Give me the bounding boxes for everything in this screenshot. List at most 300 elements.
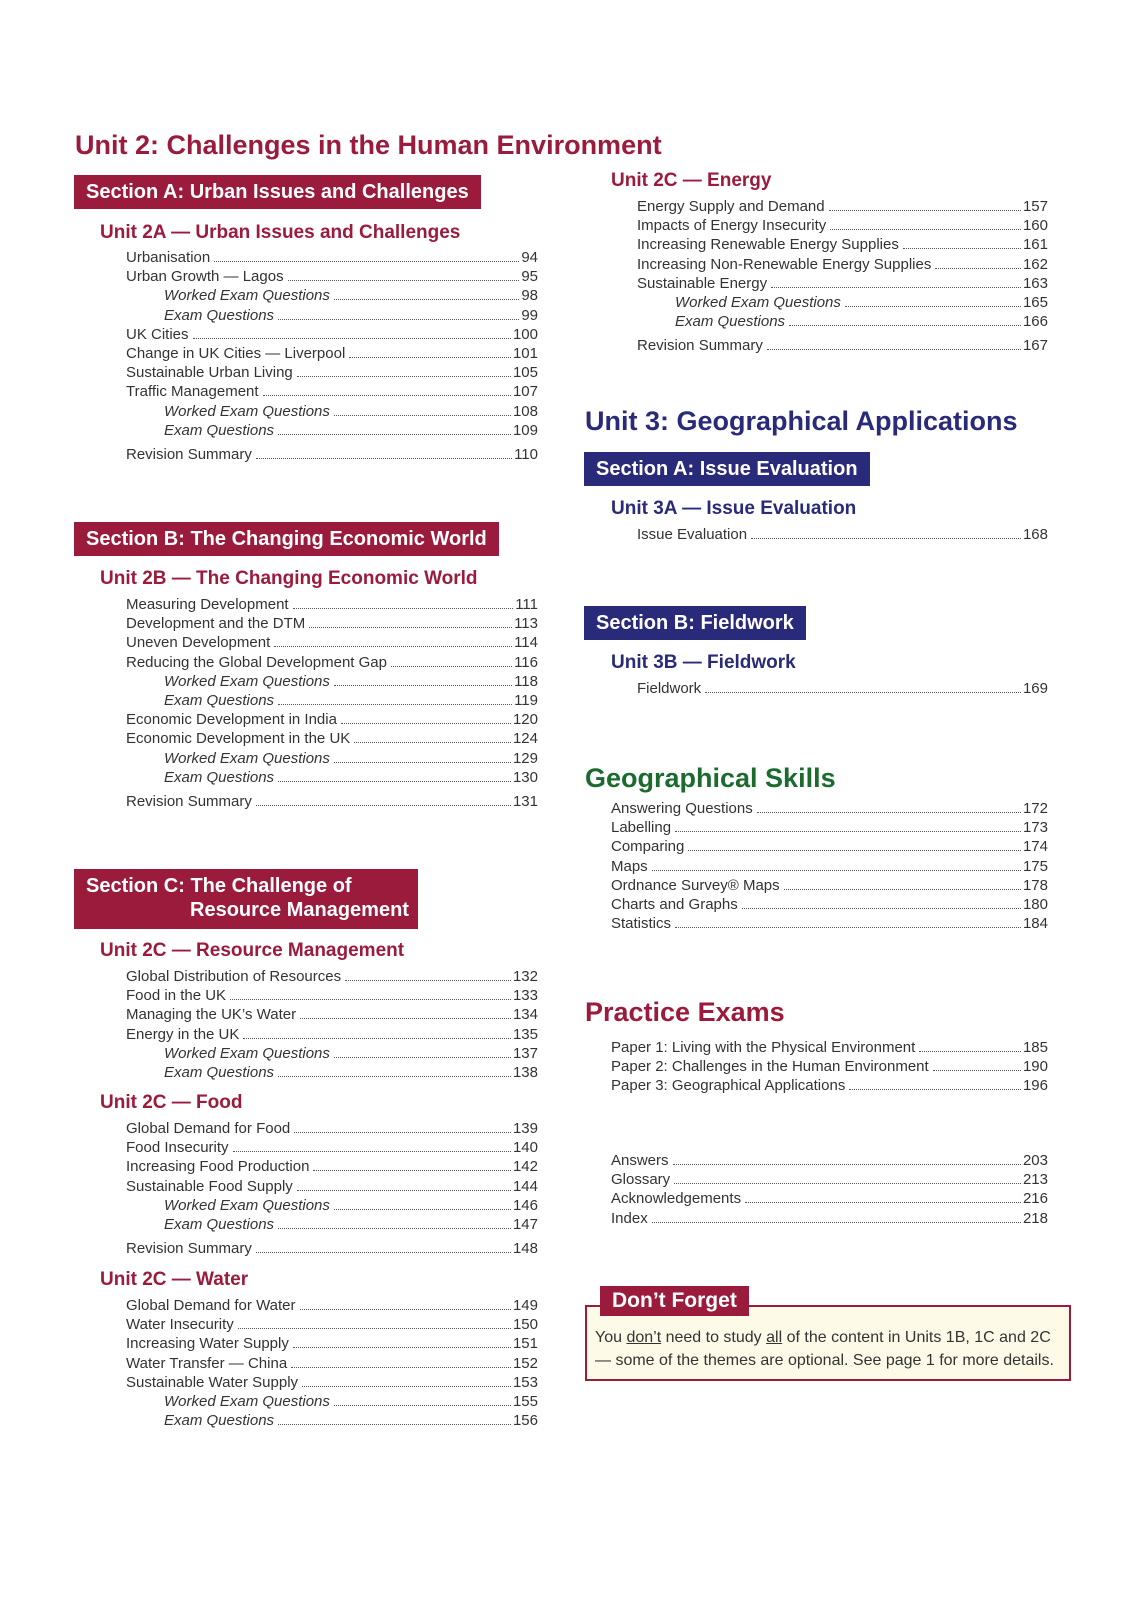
toc-entry-label: Exam Questions bbox=[164, 306, 275, 324]
dot-leader bbox=[705, 692, 1021, 693]
toc-entry-page: 161 bbox=[1022, 236, 1048, 254]
toc-entry-label: Worked Exam Questions bbox=[164, 1392, 330, 1410]
toc-entry-label: Sustainable Water Supply bbox=[126, 1373, 299, 1391]
dot-leader bbox=[341, 723, 511, 724]
dot-leader bbox=[293, 608, 514, 609]
dot-leader bbox=[829, 210, 1021, 211]
dot-leader bbox=[274, 646, 512, 647]
toc-entry-page: 169 bbox=[1022, 680, 1048, 697]
dot-leader bbox=[345, 980, 511, 981]
toc-entry-label: Reducing the Global Development Gap bbox=[126, 653, 387, 671]
toc-entry-label: Measuring Development bbox=[126, 596, 289, 613]
toc-entry-page: 218 bbox=[1022, 1209, 1048, 1227]
toc-entry bbox=[126, 1354, 538, 1373]
toc-entry-page: 100 bbox=[512, 325, 538, 343]
dot-leader bbox=[278, 434, 511, 435]
unit-2b-title: Unit 2B — The Changing Economic World bbox=[100, 568, 478, 589]
dont-forget-text bbox=[595, 1326, 1065, 1372]
toc-entry-page: 120 bbox=[512, 711, 538, 729]
toc-entry-label: Sustainable Urban Living bbox=[126, 364, 293, 382]
dot-leader bbox=[278, 1228, 511, 1229]
dot-leader bbox=[334, 685, 512, 686]
dot-leader bbox=[675, 927, 1021, 928]
toc-entry-page: 180 bbox=[1022, 895, 1048, 913]
dot-leader bbox=[300, 1018, 511, 1019]
toc-entry bbox=[126, 710, 538, 729]
toc-entry-page: 178 bbox=[1022, 876, 1048, 894]
toc-entry-page: 150 bbox=[512, 1316, 538, 1334]
toc-entry-label: Sustainable Energy bbox=[637, 274, 768, 292]
unit-2-title: Unit 2: Challenges in the Human Environment bbox=[75, 130, 662, 160]
toc-entry-label: Paper 2: Challenges in the Human Environment bbox=[611, 1058, 929, 1076]
toc-entry-label: Glossary bbox=[611, 1171, 671, 1189]
toc-entry bbox=[637, 525, 1048, 544]
toc-entry bbox=[126, 1239, 538, 1258]
toc-entry bbox=[126, 792, 538, 811]
toc-entry-page: 140 bbox=[512, 1139, 538, 1157]
toc-entry bbox=[126, 749, 538, 768]
toc-entry-page: 129 bbox=[512, 749, 538, 767]
back-matter-entries bbox=[611, 1151, 1048, 1228]
toc-entry-label: Maps bbox=[611, 857, 648, 875]
toc-entry-page: 168 bbox=[1022, 526, 1048, 543]
dot-leader bbox=[903, 248, 1021, 249]
toc-entry-label: Exam Questions bbox=[164, 1215, 275, 1233]
dot-leader bbox=[757, 812, 1021, 813]
toc-entry bbox=[126, 653, 538, 672]
toc-entry-page: 142 bbox=[512, 1158, 538, 1176]
unit-3-title: Unit 3: Geographical Applications bbox=[585, 406, 1018, 436]
toc-entry-page: 172 bbox=[1022, 800, 1048, 817]
dot-leader bbox=[278, 704, 512, 705]
toc-entry bbox=[126, 248, 538, 267]
toc-entry-label: Revision Summary bbox=[637, 337, 763, 355]
toc-entry bbox=[126, 672, 538, 691]
dot-leader bbox=[256, 805, 511, 806]
unit-2c-energy-entries bbox=[637, 197, 1048, 356]
toc-entry bbox=[126, 1157, 538, 1176]
toc-entry-page: 156 bbox=[512, 1412, 538, 1430]
toc-entry-label: Increasing Water Supply bbox=[126, 1335, 289, 1353]
toc-entry-label: Urbanisation bbox=[126, 249, 211, 266]
toc-entry bbox=[126, 1063, 538, 1082]
dot-leader bbox=[230, 999, 511, 1000]
toc-entry-page: 133 bbox=[512, 987, 538, 1005]
dot-leader bbox=[935, 268, 1021, 269]
toc-entry bbox=[611, 818, 1048, 837]
toc-entry-page: 144 bbox=[512, 1177, 538, 1195]
toc-entry-page: 124 bbox=[512, 730, 538, 748]
toc-entry-label: Urban Growth — Lagos bbox=[126, 268, 284, 286]
toc-entry-label: Change in UK Cities — Liverpool bbox=[126, 344, 346, 362]
toc-entry-page: 113 bbox=[514, 615, 538, 633]
toc-entry-label: Statistics bbox=[611, 915, 672, 933]
dot-leader bbox=[849, 1089, 1021, 1090]
toc-entry-page: 167 bbox=[1022, 337, 1048, 355]
toc-entry-page: 196 bbox=[1022, 1077, 1048, 1095]
dot-leader bbox=[278, 1424, 511, 1425]
unit-2c-resource-title: Unit 2C — Resource Management bbox=[100, 940, 405, 961]
toc-entry bbox=[611, 1057, 1048, 1076]
toc-entry bbox=[126, 421, 538, 440]
toc-entry-page: 148 bbox=[512, 1240, 538, 1258]
toc-entry-page: 135 bbox=[512, 1025, 538, 1043]
toc-entry-label: Answering Questions bbox=[611, 800, 753, 817]
dot-leader bbox=[652, 870, 1021, 871]
dot-leader bbox=[263, 395, 511, 396]
dont-forget-title: Don’t Forget bbox=[600, 1286, 749, 1316]
toc-entry bbox=[126, 633, 538, 652]
dot-leader bbox=[309, 627, 512, 628]
toc-entry bbox=[126, 614, 538, 633]
dot-leader bbox=[688, 850, 1021, 851]
dot-leader bbox=[751, 538, 1021, 539]
toc-entry bbox=[126, 729, 538, 748]
toc-entry-label: Food Insecurity bbox=[126, 1139, 229, 1157]
toc-entry bbox=[126, 1296, 538, 1315]
toc-entry bbox=[126, 1196, 538, 1215]
toc-entry-page: 163 bbox=[1022, 274, 1048, 292]
toc-entry bbox=[126, 306, 538, 325]
toc-entry bbox=[126, 344, 538, 363]
toc-entry-label: Economic Development in the UK bbox=[126, 730, 351, 748]
toc-entry bbox=[637, 336, 1048, 355]
toc-entry-label: Energy Supply and Demand bbox=[637, 198, 825, 215]
toc-entry-label: Answers bbox=[611, 1152, 669, 1169]
unit-2b-entries bbox=[126, 595, 538, 811]
dot-leader bbox=[278, 319, 519, 320]
toc-entry bbox=[126, 595, 538, 614]
toc-entry-page: 162 bbox=[1022, 255, 1048, 273]
toc-entry-label: Exam Questions bbox=[164, 1412, 275, 1430]
dot-leader bbox=[291, 1367, 511, 1368]
toc-entry bbox=[637, 312, 1048, 331]
note-text-all: all bbox=[766, 1329, 783, 1346]
toc-entry bbox=[637, 255, 1048, 274]
toc-entry bbox=[637, 216, 1048, 235]
toc-entry bbox=[126, 1334, 538, 1353]
toc-entry-page: 153 bbox=[512, 1373, 538, 1391]
toc-entry-page: 190 bbox=[1022, 1058, 1048, 1076]
dot-leader bbox=[334, 762, 511, 763]
toc-entry-page: 166 bbox=[1022, 313, 1048, 331]
dot-leader bbox=[278, 781, 511, 782]
toc-entry-page: 98 bbox=[521, 287, 538, 305]
toc-entry bbox=[126, 363, 538, 382]
toc-entry-page: 147 bbox=[512, 1215, 538, 1233]
toc-entry-page: 114 bbox=[514, 634, 538, 652]
practice-exams-title: Practice Exams bbox=[585, 997, 785, 1027]
dot-leader bbox=[313, 1170, 511, 1171]
toc-entry bbox=[611, 876, 1048, 895]
toc-entry-page: 110 bbox=[514, 445, 538, 463]
note-text-1: You bbox=[595, 1329, 627, 1346]
toc-entry-page: 119 bbox=[514, 691, 538, 709]
toc-entry bbox=[611, 914, 1048, 933]
toc-entry bbox=[611, 857, 1048, 876]
toc-entry-page: 131 bbox=[512, 792, 538, 810]
toc-entry bbox=[126, 382, 538, 401]
toc-entry-page: 132 bbox=[512, 968, 538, 985]
toc-entry-page: 107 bbox=[512, 383, 538, 401]
dot-leader bbox=[334, 1405, 511, 1406]
dot-leader bbox=[673, 1164, 1021, 1165]
dot-leader bbox=[767, 349, 1021, 350]
dot-leader bbox=[214, 261, 519, 262]
toc-entry-page: 116 bbox=[514, 653, 538, 671]
dot-leader bbox=[334, 415, 511, 416]
toc-entry-label: Managing the UK’s Water bbox=[126, 1006, 297, 1024]
dot-leader bbox=[193, 338, 511, 339]
toc-entry bbox=[637, 197, 1048, 216]
toc-entry-label: Ordnance Survey® Maps bbox=[611, 876, 780, 894]
toc-entry bbox=[126, 1025, 538, 1044]
toc-entry-page: 146 bbox=[512, 1196, 538, 1214]
toc-entry bbox=[126, 286, 538, 305]
dot-leader bbox=[845, 306, 1021, 307]
unit-3a-title: Unit 3A — Issue Evaluation bbox=[611, 498, 857, 519]
toc-entry-page: 94 bbox=[521, 249, 538, 266]
dot-leader bbox=[391, 666, 512, 667]
toc-entry bbox=[611, 1189, 1048, 1208]
toc-entry bbox=[611, 1038, 1048, 1057]
section-b-fieldwork-heading: Section B: Fieldwork bbox=[584, 606, 806, 640]
toc-entry-label: Exam Questions bbox=[164, 768, 275, 786]
toc-entry-label: Increasing Food Production bbox=[126, 1158, 310, 1176]
toc-entry-label: Water Insecurity bbox=[126, 1316, 234, 1334]
toc-entry-page: 160 bbox=[1022, 217, 1048, 235]
section-c-resource-heading bbox=[74, 869, 418, 929]
toc-entry bbox=[126, 325, 538, 344]
toc-entry-label: Development and the DTM bbox=[126, 615, 306, 633]
dot-leader bbox=[297, 376, 511, 377]
toc-entry bbox=[126, 691, 538, 710]
toc-entry-label: Labelling bbox=[611, 819, 672, 837]
toc-entry-page: 108 bbox=[512, 402, 538, 420]
dot-leader bbox=[789, 325, 1021, 326]
toc-entry-label: Global Demand for Food bbox=[126, 1120, 291, 1137]
dot-leader bbox=[919, 1051, 1021, 1052]
section-a-issue-heading: Section A: Issue Evaluation bbox=[584, 452, 870, 486]
toc-entry bbox=[126, 1315, 538, 1334]
toc-entry bbox=[637, 679, 1048, 698]
toc-entry-label: Impacts of Energy Insecurity bbox=[637, 217, 827, 235]
toc-entry-page: 137 bbox=[512, 1044, 538, 1062]
toc-entry-page: 134 bbox=[512, 1006, 538, 1024]
dot-leader bbox=[652, 1222, 1021, 1223]
skills-entries bbox=[611, 799, 1048, 933]
toc-entry bbox=[637, 235, 1048, 254]
section-a-urban-heading: Section A: Urban Issues and Challenges bbox=[74, 175, 481, 209]
dot-leader bbox=[354, 742, 511, 743]
dot-leader bbox=[294, 1132, 511, 1133]
unit-2c-food-entries bbox=[126, 1119, 538, 1258]
section-c-line-1: Section C: The Challenge of bbox=[86, 875, 352, 897]
toc-entry-page: 101 bbox=[512, 344, 538, 362]
dot-leader bbox=[933, 1070, 1021, 1071]
note-text-5: of the content in Units 1B, 1C and 2C — some of the themes are optional. See page 1 for more details. bbox=[595, 1329, 1054, 1369]
toc-entry-label: Acknowledgements bbox=[611, 1190, 742, 1208]
toc-entry-label: Water Transfer — China bbox=[126, 1354, 288, 1372]
toc-entry bbox=[126, 1411, 538, 1430]
toc-entry bbox=[126, 1373, 538, 1392]
toc-entry-page: 165 bbox=[1022, 293, 1048, 311]
dot-leader bbox=[302, 1386, 511, 1387]
toc-entry-page: 139 bbox=[512, 1120, 538, 1137]
toc-entry-page: 105 bbox=[512, 364, 538, 382]
toc-entry bbox=[126, 1392, 538, 1411]
toc-entry-label: Revision Summary bbox=[126, 792, 252, 810]
toc-entry-label: Global Demand for Water bbox=[126, 1297, 296, 1314]
dot-leader bbox=[675, 831, 1021, 832]
dot-leader bbox=[830, 229, 1021, 230]
toc-entry-page: 213 bbox=[1022, 1171, 1048, 1189]
toc-entry-page: 175 bbox=[1022, 857, 1048, 875]
toc-entry-label: Worked Exam Questions bbox=[164, 1044, 330, 1062]
toc-entry-label: Revision Summary bbox=[126, 445, 252, 463]
toc-entry bbox=[126, 986, 538, 1005]
toc-entry-page: 111 bbox=[515, 596, 538, 613]
note-text-3: need to study bbox=[661, 1329, 767, 1346]
toc-entry bbox=[126, 967, 538, 986]
dot-leader bbox=[334, 299, 519, 300]
toc-entry bbox=[126, 1177, 538, 1196]
toc-entry-label: Exam Questions bbox=[164, 421, 275, 439]
unit-3a-entries bbox=[637, 525, 1048, 544]
toc-entry-label: Worked Exam Questions bbox=[164, 287, 330, 305]
toc-entry bbox=[611, 799, 1048, 818]
toc-entry-label: Exam Questions bbox=[675, 313, 786, 331]
toc-entry-page: 185 bbox=[1022, 1039, 1048, 1056]
toc-entry bbox=[126, 1005, 538, 1024]
toc-entry-page: 109 bbox=[512, 421, 538, 439]
toc-entry-page: 138 bbox=[512, 1063, 538, 1081]
toc-entry-label: Worked Exam Questions bbox=[164, 749, 330, 767]
toc-entry-label: Index bbox=[611, 1209, 648, 1227]
dot-leader bbox=[256, 1252, 511, 1253]
toc-entry bbox=[611, 895, 1048, 914]
toc-entry-label: Global Distribution of Resources bbox=[126, 968, 342, 985]
dot-leader bbox=[334, 1057, 511, 1058]
toc-entry bbox=[126, 402, 538, 421]
dot-leader bbox=[288, 280, 520, 281]
dot-leader bbox=[233, 1151, 511, 1152]
toc-entry-page: 216 bbox=[1022, 1190, 1048, 1208]
toc-entry-label: Economic Development in India bbox=[126, 711, 337, 729]
toc-entry-label: Worked Exam Questions bbox=[164, 1196, 330, 1214]
toc-entry-page: 174 bbox=[1022, 838, 1048, 856]
toc-entry-label: Sustainable Food Supply bbox=[126, 1177, 293, 1195]
toc-entry-label: Worked Exam Questions bbox=[164, 402, 330, 420]
unit-2a-entries bbox=[126, 248, 538, 464]
toc-entry-label: Food in the UK bbox=[126, 987, 227, 1005]
section-c-line-2: Resource Management bbox=[190, 899, 409, 921]
dot-leader bbox=[297, 1190, 511, 1191]
toc-entry-label: Uneven Development bbox=[126, 634, 271, 652]
practice-entries bbox=[611, 1038, 1048, 1096]
toc-entry bbox=[611, 1170, 1048, 1189]
dot-leader bbox=[238, 1328, 511, 1329]
dot-leader bbox=[771, 287, 1021, 288]
unit-2c-food-title: Unit 2C — Food bbox=[100, 1092, 243, 1113]
unit-2c-resource-entries bbox=[126, 967, 538, 1082]
toc-entry bbox=[637, 293, 1048, 312]
toc-entry-page: 157 bbox=[1022, 198, 1048, 215]
toc-entry-page: 99 bbox=[521, 306, 538, 324]
toc-entry bbox=[611, 1151, 1048, 1170]
toc-entry-label: Increasing Non-Renewable Energy Supplies bbox=[637, 255, 932, 273]
dot-leader bbox=[278, 1076, 511, 1077]
toc-entry-page: 203 bbox=[1022, 1152, 1048, 1169]
toc-entry bbox=[611, 1209, 1048, 1228]
section-b-economic-heading: Section B: The Changing Economic World bbox=[74, 522, 499, 556]
toc-entry-page: 95 bbox=[521, 268, 538, 286]
toc-entry-label: Worked Exam Questions bbox=[164, 672, 330, 690]
unit-3b-entries bbox=[637, 679, 1048, 698]
toc-entry-label: Exam Questions bbox=[164, 1063, 275, 1081]
dot-leader bbox=[256, 458, 512, 459]
toc-entry bbox=[126, 445, 538, 464]
toc-entry-page: 149 bbox=[512, 1297, 538, 1314]
toc-entry-label: Worked Exam Questions bbox=[675, 293, 841, 311]
dot-leader bbox=[349, 357, 511, 358]
dot-leader bbox=[674, 1183, 1021, 1184]
toc-entry bbox=[637, 274, 1048, 293]
toc-entry-label: Charts and Graphs bbox=[611, 895, 738, 913]
unit-2c-water-title: Unit 2C — Water bbox=[100, 1269, 249, 1290]
dot-leader bbox=[243, 1038, 511, 1039]
toc-entry-label: Exam Questions bbox=[164, 691, 275, 709]
dot-leader bbox=[745, 1202, 1021, 1203]
toc-entry bbox=[126, 267, 538, 286]
toc-entry-page: 155 bbox=[512, 1392, 538, 1410]
toc-entry-label: Issue Evaluation bbox=[637, 526, 748, 543]
note-text-dont: don’t bbox=[626, 1329, 662, 1346]
toc-entry-page: 184 bbox=[1022, 915, 1048, 933]
dot-leader bbox=[334, 1209, 511, 1210]
toc-entry-label: Paper 3: Geographical Applications bbox=[611, 1077, 846, 1095]
unit-2a-title: Unit 2A — Urban Issues and Challenges bbox=[100, 222, 461, 243]
dot-leader bbox=[293, 1347, 511, 1348]
toc-entry-page: 130 bbox=[512, 768, 538, 786]
toc-entry bbox=[126, 1044, 538, 1063]
toc-entry-page: 173 bbox=[1022, 819, 1048, 837]
toc-entry-page: 151 bbox=[512, 1335, 538, 1353]
toc-entry-label: Fieldwork bbox=[637, 680, 702, 697]
toc-entry bbox=[126, 1215, 538, 1234]
toc-entry bbox=[611, 1076, 1048, 1095]
dot-leader bbox=[784, 889, 1021, 890]
toc-entry-label: Paper 1: Living with the Physical Environment bbox=[611, 1039, 916, 1056]
toc-entry-label: Energy in the UK bbox=[126, 1025, 240, 1043]
dot-leader bbox=[742, 908, 1021, 909]
toc-entry-page: 118 bbox=[514, 672, 538, 690]
toc-entry bbox=[126, 1119, 538, 1138]
toc-entry-label: UK Cities bbox=[126, 325, 189, 343]
toc-entry bbox=[611, 837, 1048, 856]
toc-entry-page: 152 bbox=[512, 1354, 538, 1372]
toc-entry-label: Traffic Management bbox=[126, 383, 259, 401]
geographical-skills-title: Geographical Skills bbox=[585, 763, 836, 793]
dot-leader bbox=[300, 1309, 511, 1310]
toc-entry-label: Increasing Renewable Energy Supplies bbox=[637, 236, 899, 254]
toc-entry-label: Revision Summary bbox=[126, 1240, 252, 1258]
unit-3b-title: Unit 3B — Fieldwork bbox=[611, 652, 796, 673]
toc-entry bbox=[126, 768, 538, 787]
toc-entry bbox=[126, 1138, 538, 1157]
unit-2c-water-entries bbox=[126, 1296, 538, 1430]
unit-2c-energy-title: Unit 2C — Energy bbox=[611, 170, 772, 191]
